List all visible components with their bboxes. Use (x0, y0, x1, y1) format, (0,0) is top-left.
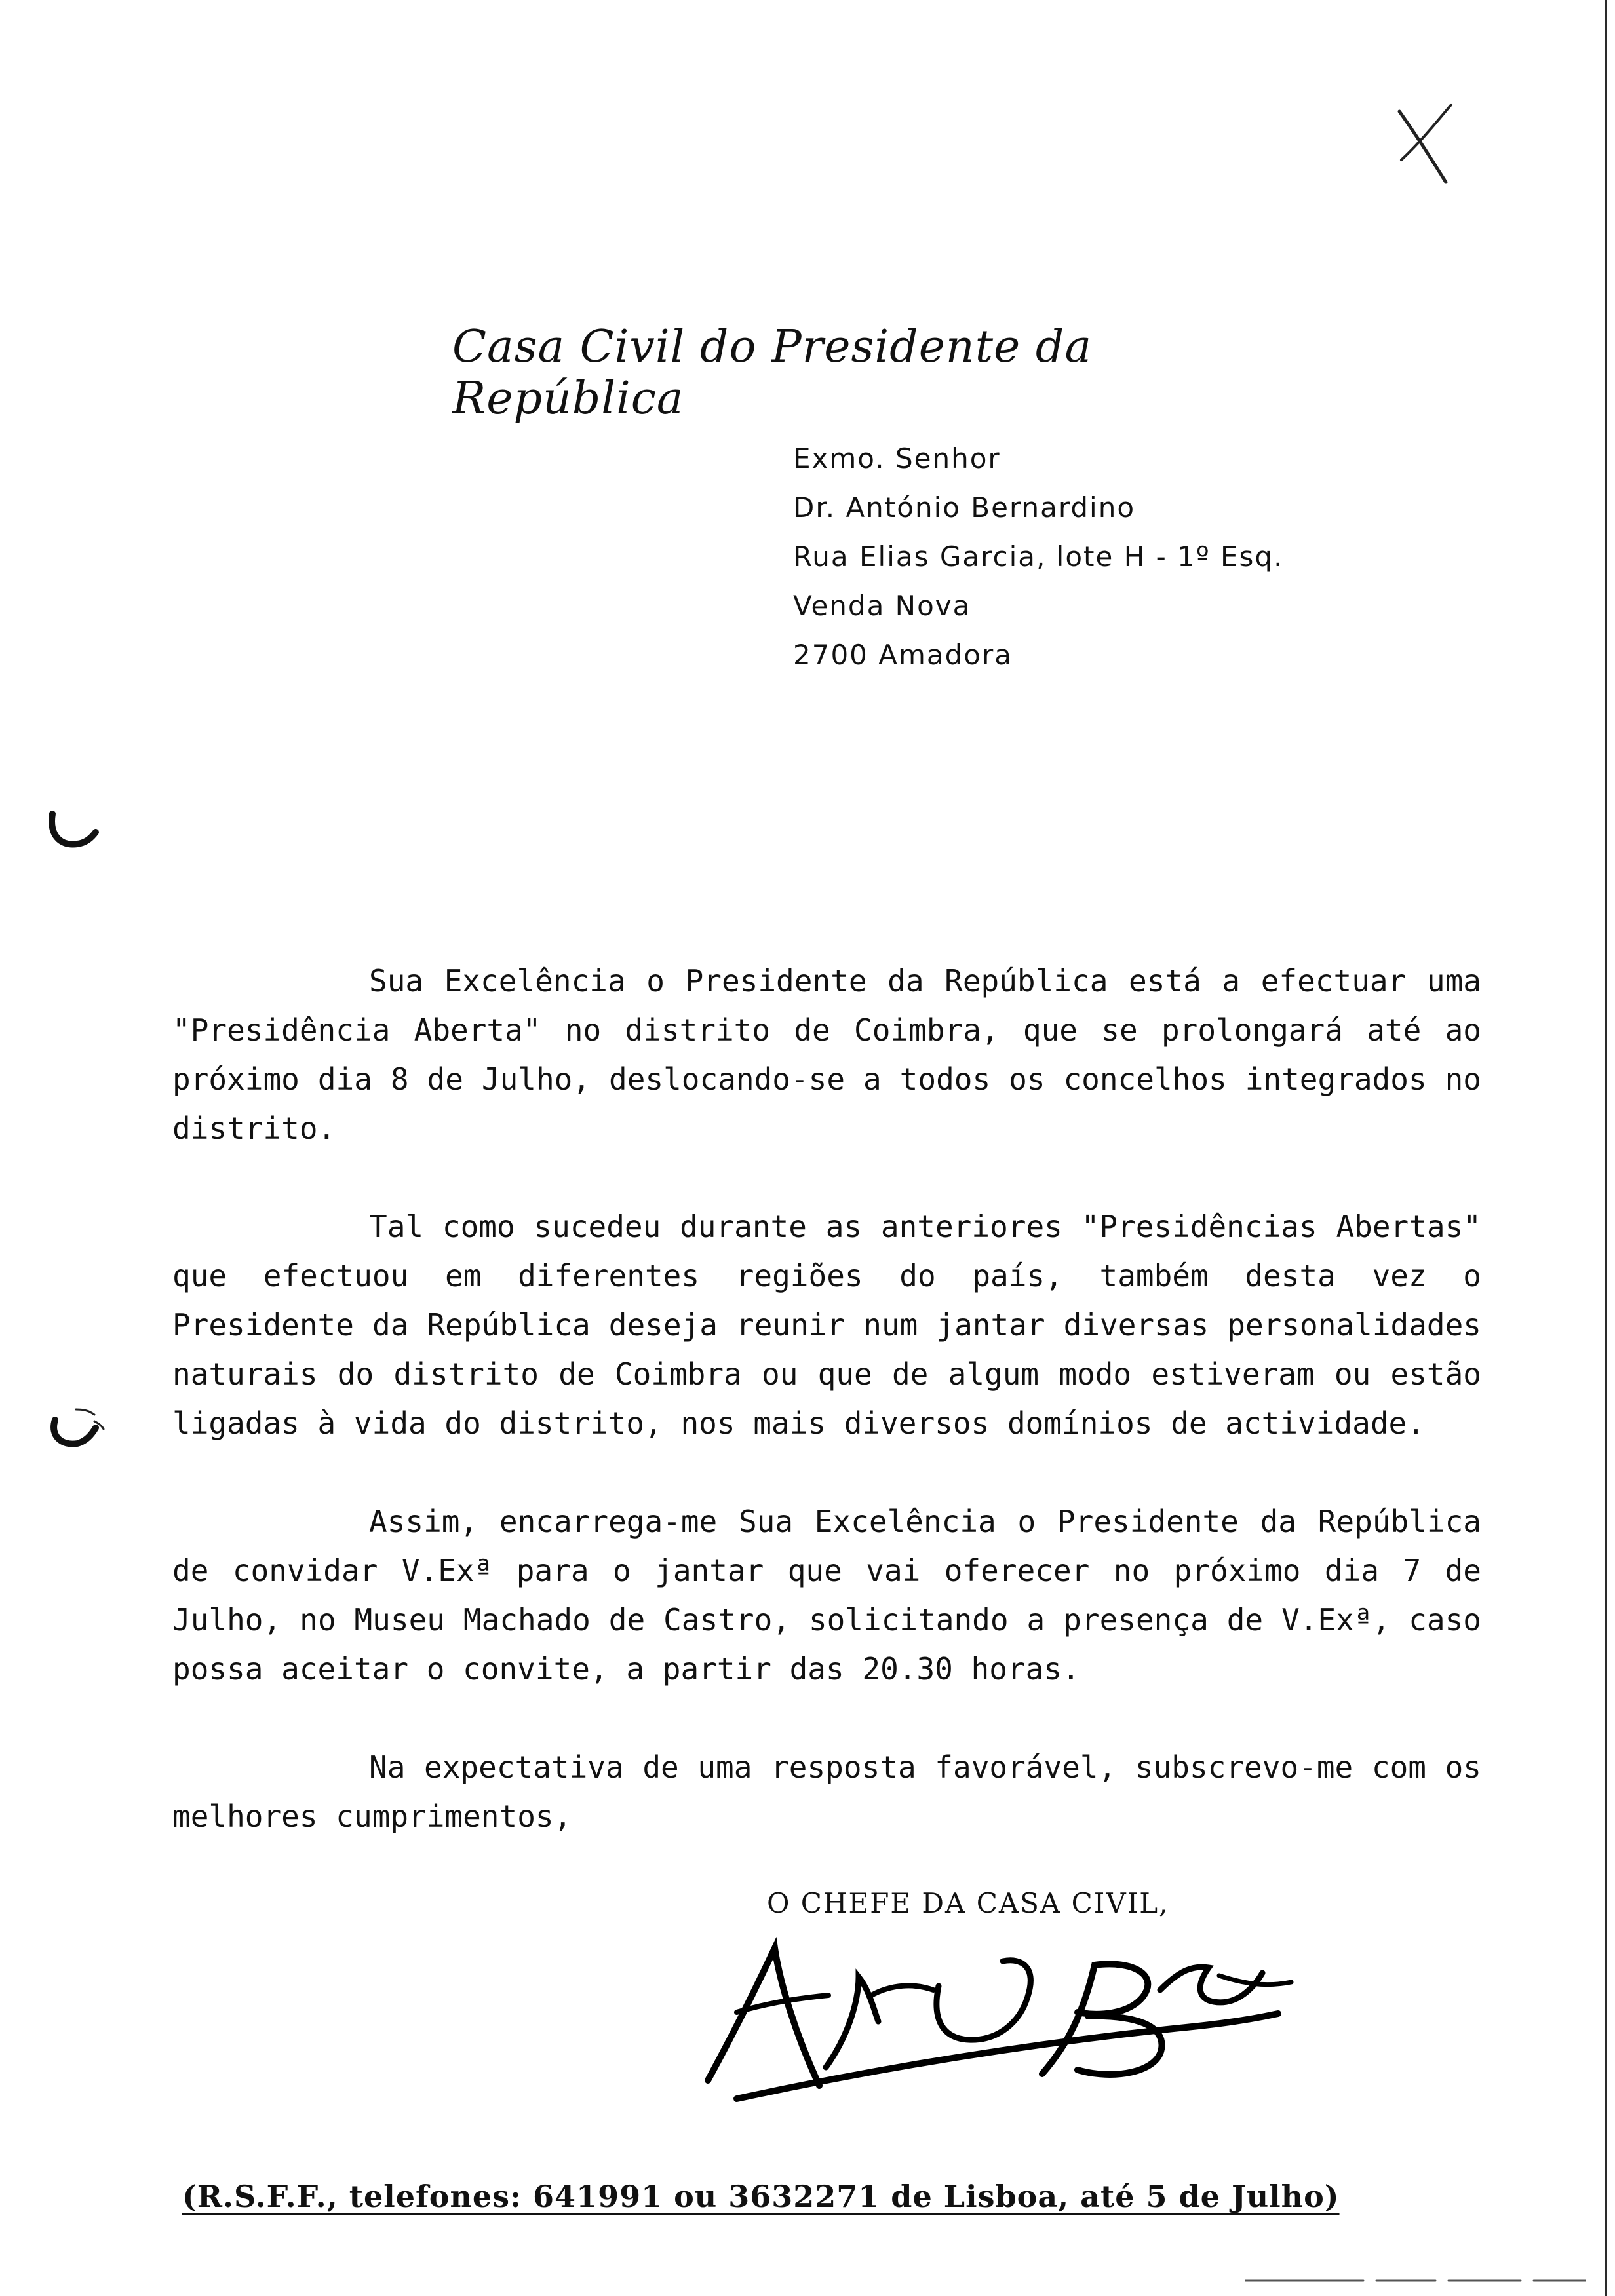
body-paragraph-1: Sua Excelência o Presidente da República está a efectuar uma "Presidência Aberta" no distrito de Coimbra, que se prolongará até ao próximo dia 8 de Julho, deslocando-se a todos os concelhos integrados no distrito. (172, 963, 1481, 1146)
handwritten-signature-icon (682, 1930, 1324, 2107)
letterhead: Casa Civil do Presidente da República (452, 321, 1092, 425)
address-line-locality: Venda Nova (793, 590, 971, 622)
address-line-salutation: Exmo. Senhor (793, 442, 1001, 474)
letter-body (172, 957, 1481, 1841)
address-line-postal-city: 2700 Amadora (793, 639, 1013, 671)
handwritten-x-icon (1390, 98, 1462, 197)
punch-hole-mark-icon (46, 806, 105, 852)
address-line-street: Rua Elias Garcia, lote H - 1º Esq. (793, 541, 1284, 573)
scan-artifact-lines (1245, 2274, 1586, 2287)
body-paragraph-2: Tal como sucedeu durante as anteriores "Presidências Abertas" que efectuou em diferentes regiões do país, também desta vez o Presidente da República deseja reunir num jantar diversas personalidades naturais do distrito de Coimbra ou que de algum modo estiveram ou estão ligadas à vida do distrito, nos mais diversos domínios de actividade. (172, 1209, 1481, 1441)
punch-hole-mark-icon (46, 1406, 105, 1451)
recipient-address-block (793, 434, 1383, 679)
body-paragraph-3: Assim, encarrega-me Sua Excelência o Presidente da República de convidar V.Exª para o jantar que vai oferecer no próximo dia 7 de Julho, no Museu Machado de Castro, solicitando a presença de V.Exª, caso possa aceitar o convite, a partir das 20.30 horas. (172, 1504, 1481, 1687)
footer-rsvp-note: (R.S.F.F., telefones: 641991 ou 3632271 de Lisboa, até 5 de Julho) (182, 2179, 1340, 2214)
scan-edge-line (1605, 0, 1607, 2296)
closing-title: O CHEFE DA CASA CIVIL, (767, 1887, 1169, 1919)
body-paragraph-4: Na expectativa de uma resposta favorável, subscrevo-me com os melhores cumprimentos, (172, 1750, 1481, 1834)
address-line-name: Dr. António Bernardino (793, 491, 1136, 524)
